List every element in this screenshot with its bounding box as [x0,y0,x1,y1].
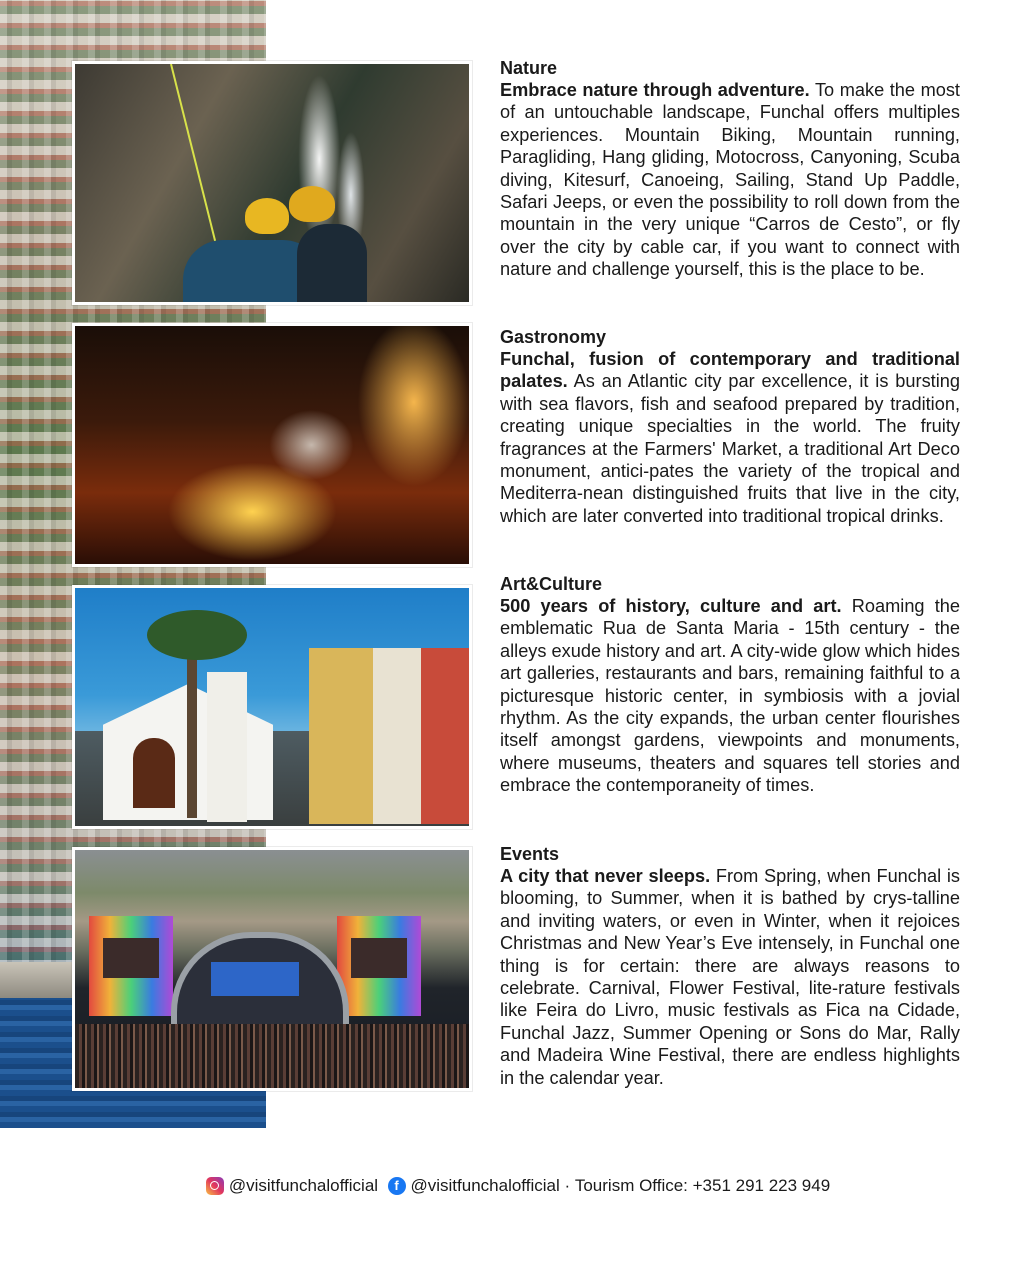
section-heading: Gastronomy [500,327,607,347]
section-body: From Spring, when Funchal is blooming, to Summer, when it is bathed by crys-talline and inviting waters, or even in Winter, when it rejoices Christmas and New Year’s Eve intensely, in Funchal one thing is for certain: there are always reasons to celebrate. Carnival, Flower Festival, lite-rature festivals like Feira do Livro, music festivals as Fica na Cidade, Funchal Jazz, Summer Opening or Sons do Mar, Rally and Madeira Wine Festival, there are endless highlights in the calendar year. [500,866,960,1088]
section-lead: 500 years of history, culture and art. [500,596,842,616]
section-art-culture [500,573,960,797]
footer-separator: · [559,1175,575,1195]
section-lead: A city that never sleeps. [500,866,711,886]
section-heading: Events [500,844,560,864]
section-nature [500,57,960,281]
palm-tree-icon [147,610,247,660]
section-events [500,843,960,1089]
instagram-handle[interactable]: @visitfunchalofficial [228,1175,379,1195]
section-body: Roaming the emblematic Rua de Santa Maria - 15th century - the alleys exude history and art. A city-wide glow which hides art galleries, restaurants and bars, remaining faithful to a picturesque historic center, in symbiosis with a jovial rhythm. As the city expands, the urban center flourishes itself amongst gardens, viewpoints and monuments, where museums, theaters and squares tell stories and embrace the contemporaneity of times. [500,596,960,796]
section-heading: Art&Culture [500,574,602,594]
section-text [500,865,960,1089]
section-text [500,79,960,281]
footer-contact [0,1173,1036,1198]
grill-photo [72,323,472,567]
tourism-office-phone: Tourism Office: +351 291 223 949 [574,1175,831,1195]
section-lead: Funchal, fusion of contemporary and traditional palates. [500,349,960,392]
helmet-icon [245,198,289,234]
facebook-handle[interactable]: @visitfunchalofficial [410,1175,560,1195]
section-body: To make the most of an untouchable landscape, Funchal offers multiples experiences. Mountain Biking, Mountain running, Paragliding, Hang gliding, Motocross, Canyoning, Scuba diving, Kitesurf, Canoeing, Sailing, Stand Up Paddle, Safari Jeeps, or even the possibility to roll down from the mountain in the very unique “Carros de Cesto”, or fly over the city by cable car, if you want to connect with nature and challenge yourself, this is the place to be. [500,80,960,280]
facebook-icon[interactable] [388,1177,406,1195]
canyoning-photo [72,61,472,305]
section-text [500,595,960,797]
helmet-icon [289,186,335,222]
section-gastronomy [500,326,960,527]
chapel-street-photo [72,585,472,829]
section-lead: Embrace nature through adventure. [500,80,810,100]
section-text [500,348,960,527]
section-body: As an Atlantic city par excellence, it is bursting with sea flavors, fish and seafood prepared by tradition, creating unique specialties in the world. The fruity fragrances at the Farmers' Market, a traditional Art Deco monument, antici-pates the variety of the tropical and Mediterra-nean distinguished fruits that live in the city, which are later converted into traditional tropical drinks. [500,371,960,526]
concert-photo [72,847,472,1091]
instagram-icon[interactable] [206,1177,224,1195]
section-heading: Nature [500,58,558,78]
